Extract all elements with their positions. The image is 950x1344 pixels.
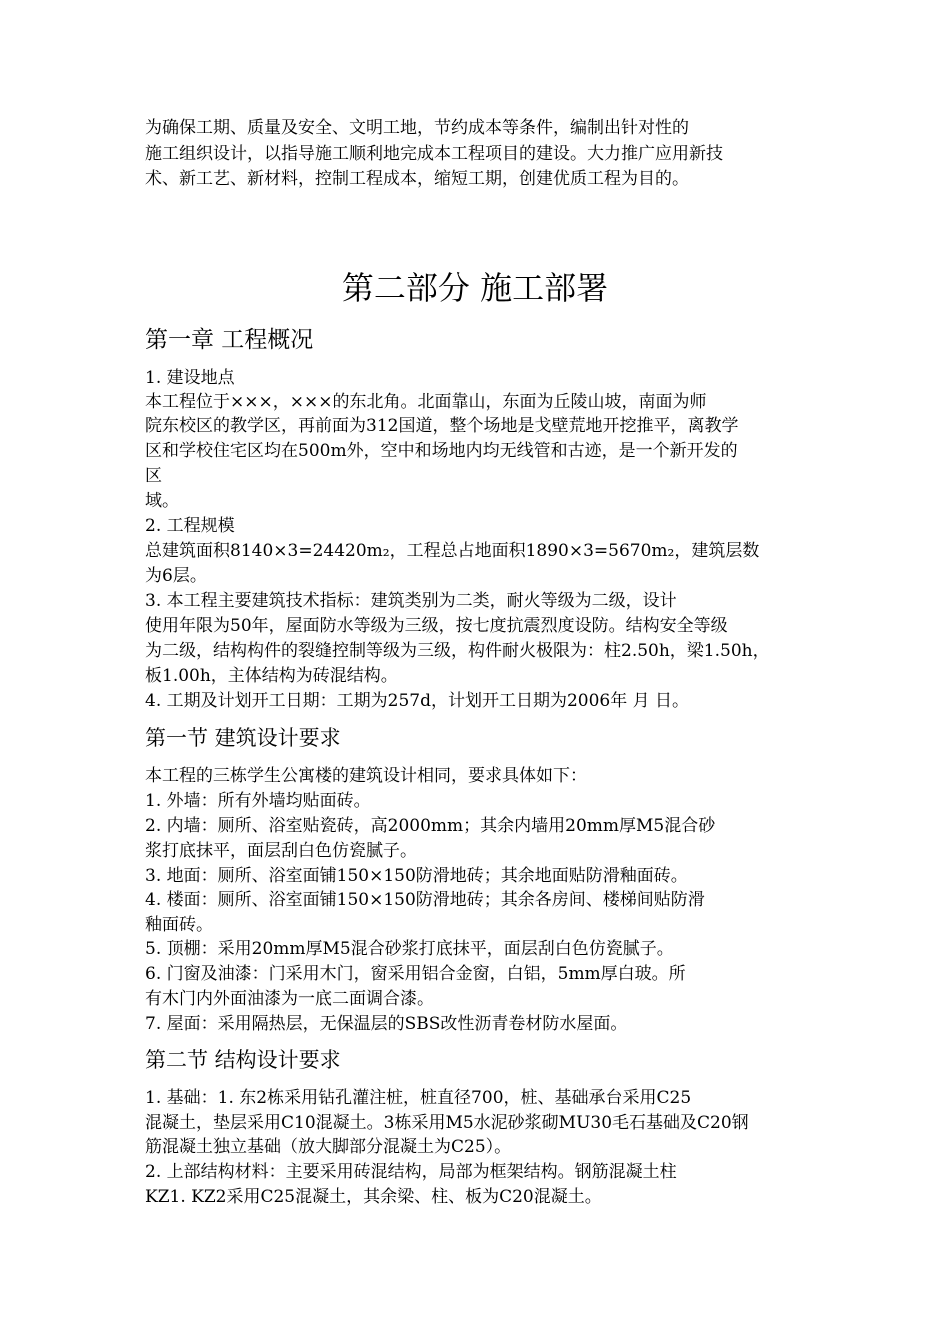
chapter-line: 区和学校住宅区均在500m外，空中和场地内均无线管和古迹，是一个新开发的 [145,441,738,461]
section-line: 1. 外墙：所有外墙均贴面砖。 [145,791,371,811]
part-title: 第二部分 施工部署 [341,269,609,307]
chapter-line: 区 [145,466,162,486]
section-line: 釉面砖。 [145,915,213,935]
intro-line-1: 为确保工期、质量及安全、文明工地，节约成本等条件，编制出针对性的 [145,118,689,138]
chapter-line: 使用年限为50年，屋面防水等级为三级，按七度抗震烈度设防。结构安全等级 [145,616,728,636]
chapter-title: 第一章 工程概况 [145,327,314,353]
section-title: 第二节 结构设计要求 [145,1048,341,1072]
section-line: KZ1. KZ2采用C25混凝土，其余梁、柱、板为C20混凝土。 [145,1187,602,1207]
chapter-line: 院东校区的教学区，再前面为312国道，整个场地是戈壁荒地开挖推平，离教学 [145,416,739,436]
section-line: 7. 屋面：采用隔热层，无保温层的SBS改性沥青卷材防水屋面。 [145,1014,628,1034]
chapter-line: 1. 建设地点 [145,368,235,388]
chapter-line: 为二级，结构构件的裂缝控制等级为三级，构件耐火极限为：柱2.50h，梁1.50h， [145,641,770,661]
chapter-line: 3. 本工程主要建筑技术指标：建筑类别为二类，耐火等级为二级，设计 [145,591,677,611]
section-line: 1. 基础：1. 东2栋采用钻孔灌注桩，桩直径700，桩、基础承台采用C25 [145,1088,692,1108]
chapter-line: 4. 工期及计划开工日期：工期为257d，计划开工日期为2006年 月 日。 [145,691,690,711]
chapter-line: 域。 [145,491,179,511]
section-line: 6. 门窗及油漆：门采用木门，窗采用铝合金窗，白铝，5mm厚白玻。所 [145,964,686,984]
chapter-line: 板1.00h，主体结构为砖混结构。 [145,666,398,686]
chapter-line: 总建筑面积8140×3=24420m₂，工程总占地面积1890×3=5670m₂，建筑层数 [145,541,760,561]
section-line: 本工程的三栋学生公寓楼的建筑设计相同，要求具体如下： [145,766,587,786]
chapter-line: 为6层。 [145,566,207,586]
section-title: 第一节 建筑设计要求 [145,726,341,750]
chapter-line: 本工程位于×××，×××的东北角。北面靠山，东面为丘陵山坡，南面为师 [145,392,707,412]
section-line: 5. 顶棚：采用20mm厚M5混合砂浆打底抹平，面层刮白色仿瓷腻子。 [145,939,674,959]
section-line: 混凝土，垫层采用C10混凝土。3栋采用M5水泥砂浆砌MU30毛石基础及C20钢 [145,1113,749,1133]
section-line: 筋混凝土独立基础（放大脚部分混凝土为C25）。 [145,1137,512,1157]
section-line: 3. 地面：厕所、浴室面铺150×150防滑地砖；其余地面贴防滑釉面砖。 [145,866,688,886]
section-line: 浆打底抹平，面层刮白色仿瓷腻子。 [145,841,417,861]
intro-line-3: 术、新工艺、新材料，控制工程成本，缩短工期，创建优质工程为目的。 [145,169,689,189]
section-line: 4. 楼面：厕所、浴室面铺150×150防滑地砖；其余各房间、楼梯间贴防滑 [145,890,705,910]
section-line: 有木门内外面油漆为一底二面调合漆。 [145,989,434,1009]
intro-line-2: 施工组织设计，以指导施工顺利地完成本工程项目的建设。大力推广应用新技 [145,144,723,164]
section-line: 2. 内墙：厕所、浴室贴瓷砖，高2000mm；其余内墙用20mm厚M5混合砂 [145,816,716,836]
section-line: 2. 上部结构材料：主要采用砖混结构，局部为框架结构。钢筋混凝土柱 [145,1162,677,1182]
chapter-line: 2. 工程规模 [145,516,235,536]
